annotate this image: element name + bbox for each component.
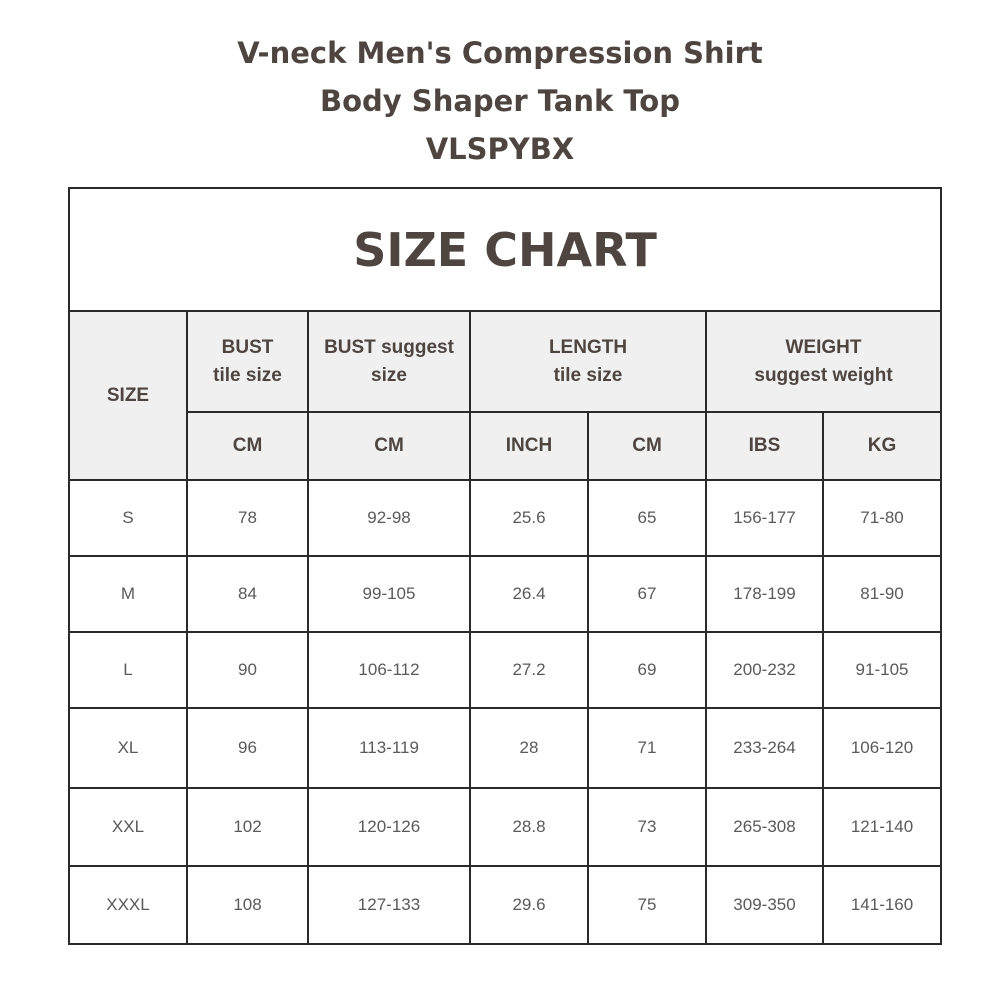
product-title-line-2: Body Shaper Tank Top <box>320 84 680 118</box>
chart-heading: SIZE CHART <box>353 222 657 277</box>
unit-length-cm: CM <box>588 412 706 480</box>
cell-length-cm: 69 <box>588 632 706 708</box>
cell-size: XXL <box>69 788 187 866</box>
header-bust-suggest-line1: BUST suggest <box>324 336 454 358</box>
cell-length-cm: 71 <box>588 708 706 788</box>
cell-length-inch: 29.6 <box>470 866 588 944</box>
cell-weight-lbs: 265-308 <box>706 788 823 866</box>
cell-length-inch: 27.2 <box>470 632 588 708</box>
header-bust-suggest <box>308 311 470 412</box>
unit-bust-suggest: CM <box>308 412 470 480</box>
cell-weight-kg: 81-90 <box>823 556 941 632</box>
cell-weight-kg: 106-120 <box>823 708 941 788</box>
table-row <box>69 788 941 866</box>
cell-weight-lbs: 200-232 <box>706 632 823 708</box>
header-length-line1: LENGTH <box>548 336 628 358</box>
header-size-label: SIZE <box>106 384 150 406</box>
cell-size: L <box>69 632 187 708</box>
cell-weight-lbs: 178-199 <box>706 556 823 632</box>
cell-length-inch: 26.4 <box>470 556 588 632</box>
size-chart-table <box>68 187 942 945</box>
table-row <box>69 708 941 788</box>
unit-header-row <box>69 412 941 480</box>
table-row <box>69 556 941 632</box>
cell-size: XL <box>69 708 187 788</box>
cell-length-inch: 28 <box>470 708 588 788</box>
cell-bust-cm: 84 <box>187 556 308 632</box>
unit-bust-tile: CM <box>187 412 308 480</box>
unit-length-inch: INCH <box>470 412 588 480</box>
header-bust-tile-line2: tile size <box>213 364 282 386</box>
chart-heading-cell <box>69 188 941 311</box>
column-header-row <box>69 311 941 412</box>
header-bust-tile <box>187 311 308 412</box>
product-title-line-1: V-neck Men's Compression Shirt <box>237 36 763 70</box>
cell-bust-suggest-cm: 106-112 <box>308 632 470 708</box>
unit-weight-kg: KG <box>823 412 941 480</box>
header-weight <box>706 311 941 412</box>
cell-weight-lbs: 156-177 <box>706 480 823 556</box>
header-size <box>69 311 187 480</box>
cell-size: M <box>69 556 187 632</box>
table-row <box>69 632 941 708</box>
header-weight-line1: WEIGHT <box>785 336 862 358</box>
cell-length-cm: 75 <box>588 866 706 944</box>
chart-heading-row <box>69 188 941 311</box>
cell-bust-cm: 78 <box>187 480 308 556</box>
header-length <box>470 311 706 412</box>
header-bust-suggest-line2: size <box>371 364 407 386</box>
header-length-line2: tile size <box>553 364 623 386</box>
cell-weight-lbs: 309-350 <box>706 866 823 944</box>
cell-weight-kg: 141-160 <box>823 866 941 944</box>
cell-weight-kg: 71-80 <box>823 480 941 556</box>
product-code: VLSPYBX <box>425 132 575 166</box>
cell-bust-cm: 108 <box>187 866 308 944</box>
cell-size: XXXL <box>69 866 187 944</box>
cell-length-inch: 25.6 <box>470 480 588 556</box>
cell-size: S <box>69 480 187 556</box>
cell-bust-cm: 96 <box>187 708 308 788</box>
cell-length-inch: 28.8 <box>470 788 588 866</box>
cell-bust-suggest-cm: 113-119 <box>308 708 470 788</box>
cell-weight-lbs: 233-264 <box>706 708 823 788</box>
cell-bust-suggest-cm: 120-126 <box>308 788 470 866</box>
cell-weight-kg: 121-140 <box>823 788 941 866</box>
cell-length-cm: 73 <box>588 788 706 866</box>
table-row <box>69 480 941 556</box>
header-bust-tile-line1: BUST <box>221 336 274 358</box>
cell-bust-suggest-cm: 127-133 <box>308 866 470 944</box>
unit-weight-lbs: IBS <box>706 412 823 480</box>
cell-bust-cm: 90 <box>187 632 308 708</box>
cell-bust-cm: 102 <box>187 788 308 866</box>
cell-bust-suggest-cm: 92-98 <box>308 480 470 556</box>
cell-length-cm: 67 <box>588 556 706 632</box>
table-row <box>69 866 941 944</box>
header-weight-line2: suggest weight <box>754 364 893 386</box>
cell-weight-kg: 91-105 <box>823 632 941 708</box>
cell-bust-suggest-cm: 99-105 <box>308 556 470 632</box>
cell-length-cm: 65 <box>588 480 706 556</box>
